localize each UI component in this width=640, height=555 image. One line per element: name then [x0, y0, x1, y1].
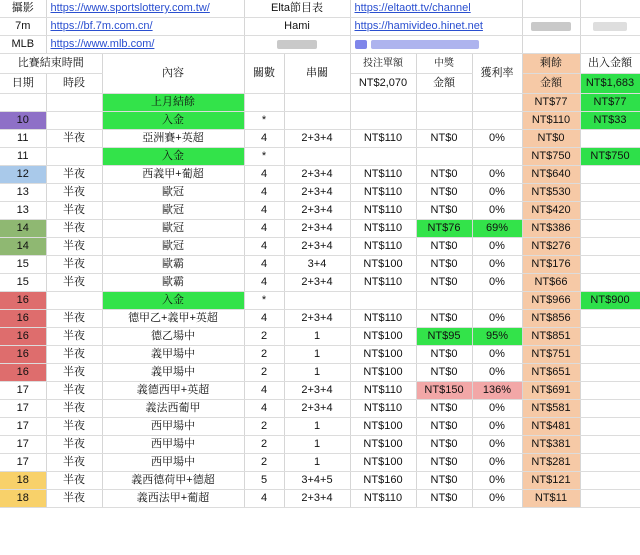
rate-cell[interactable]	[472, 112, 522, 130]
bet-amount-header: 投注單額	[350, 54, 416, 74]
games-cell[interactable]: 4	[244, 166, 284, 184]
bet-cell[interactable]: NT$110	[350, 274, 416, 292]
content-cell[interactable]: 義甲場中	[102, 364, 244, 382]
date-cell[interactable]: 18	[0, 490, 46, 508]
content-cell[interactable]: 入金	[102, 112, 244, 130]
combo-cell[interactable]: 2+3+4	[284, 166, 350, 184]
table-row	[0, 184, 640, 202]
rate-cell[interactable]: 0%	[472, 418, 522, 436]
remaining-cell[interactable]: NT$581	[522, 400, 580, 418]
inout-cell[interactable]	[580, 130, 640, 148]
label-cell: Elta節目表	[244, 0, 350, 18]
combo-header: 串關	[284, 54, 350, 94]
inout-cell[interactable]	[580, 184, 640, 202]
inout-cell[interactable]	[580, 436, 640, 454]
content-cell[interactable]: 義法西葡甲	[102, 400, 244, 418]
date-cell[interactable]: 15	[0, 256, 46, 274]
remaining-cell[interactable]: NT$481	[522, 418, 580, 436]
win-header: 中獎	[416, 54, 472, 74]
content-cell[interactable]: 德甲乙+義甲+英超	[102, 310, 244, 328]
bet-cell[interactable]: NT$100	[350, 418, 416, 436]
7m-link[interactable]: https://bf.7m.com.cn/	[50, 20, 153, 32]
games-cell[interactable]: *	[244, 148, 284, 166]
bet-cell[interactable]: NT$160	[350, 472, 416, 490]
inout-cell[interactable]	[580, 418, 640, 436]
games-cell[interactable]: 4	[244, 202, 284, 220]
period-cell[interactable]: 半夜	[46, 382, 102, 400]
date-cell[interactable]: 17	[0, 436, 46, 454]
table-row	[0, 202, 640, 220]
combo-cell[interactable]: 2+3+4	[284, 130, 350, 148]
content-cell[interactable]: 義西德荷甲+德超	[102, 472, 244, 490]
games-cell[interactable]: 2	[244, 454, 284, 472]
table-row	[0, 220, 640, 238]
date-cell[interactable]: 16	[0, 292, 46, 310]
win-cell[interactable]	[416, 292, 472, 310]
label-cell: MLB	[0, 36, 46, 54]
remaining-cell[interactable]: NT$640	[522, 166, 580, 184]
content-cell[interactable]: 義甲場中	[102, 346, 244, 364]
table-row	[0, 382, 640, 400]
games-cell[interactable]: 4	[244, 256, 284, 274]
remaining-cell[interactable]: NT$11	[522, 490, 580, 508]
games-cell[interactable]: 2	[244, 436, 284, 454]
table-row	[0, 310, 640, 328]
bet-cell[interactable]: NT$110	[350, 166, 416, 184]
win-cell[interactable]: NT$0	[416, 454, 472, 472]
period-cell[interactable]: 半夜	[46, 490, 102, 508]
combo-cell[interactable]: 1	[284, 346, 350, 364]
bet-cell[interactable]: NT$100	[350, 436, 416, 454]
games-cell[interactable]: 4	[244, 400, 284, 418]
rate-cell[interactable]: 0%	[472, 310, 522, 328]
date-cell[interactable]: 10	[0, 112, 46, 130]
content-cell[interactable]: 義西法甲+葡超	[102, 490, 244, 508]
date-cell[interactable]: 12	[0, 166, 46, 184]
table-row	[0, 418, 640, 436]
bet-cell[interactable]: NT$100	[350, 454, 416, 472]
table-row	[0, 400, 640, 418]
inout-cell[interactable]	[580, 346, 640, 364]
games-header: 關數	[244, 54, 284, 94]
inout-cell[interactable]	[580, 166, 640, 184]
date-cell[interactable]: 13	[0, 184, 46, 202]
remaining-cell[interactable]: NT$281	[522, 454, 580, 472]
bet-cell[interactable]: NT$110	[350, 400, 416, 418]
remaining-cell[interactable]: NT$691	[522, 382, 580, 400]
date-cell[interactable]: 18	[0, 472, 46, 490]
remaining-cell[interactable]: NT$856	[522, 310, 580, 328]
remaining-cell[interactable]: NT$386	[522, 220, 580, 238]
period-cell[interactable]: 半夜	[46, 256, 102, 274]
inout-cell[interactable]	[580, 472, 640, 490]
date-cell[interactable]: 11	[0, 148, 46, 166]
games-cell[interactable]: 5	[244, 472, 284, 490]
period-cell[interactable]: 半夜	[46, 400, 102, 418]
win-cell[interactable]: NT$150	[416, 382, 472, 400]
remaining-amount-header: 金額	[522, 74, 580, 94]
win-cell[interactable]: NT$0	[416, 274, 472, 292]
label-cell: Hami	[244, 18, 350, 36]
combo-cell[interactable]: 2+3+4	[284, 238, 350, 256]
remaining-cell[interactable]: NT$966	[522, 292, 580, 310]
period-cell[interactable]: 半夜	[46, 346, 102, 364]
redacted-block	[277, 40, 317, 49]
remaining-header: 剩餘	[522, 54, 580, 74]
combo-cell[interactable]	[284, 112, 350, 130]
period-cell[interactable]: 半夜	[46, 274, 102, 292]
games-cell[interactable]: 4	[244, 130, 284, 148]
rate-cell[interactable]: 0%	[472, 472, 522, 490]
date-cell[interactable]: 16	[0, 346, 46, 364]
win-cell[interactable]: NT$0	[416, 166, 472, 184]
games-cell[interactable]: 4	[244, 184, 284, 202]
inout-cell[interactable]	[580, 238, 640, 256]
date-cell[interactable]: 16	[0, 364, 46, 382]
bet-cell[interactable]: NT$110	[350, 382, 416, 400]
bet-cell[interactable]: NT$100	[350, 328, 416, 346]
content-cell[interactable]: 西甲場中	[102, 436, 244, 454]
date-cell[interactable]: 17	[0, 382, 46, 400]
win-amount-header: 金額	[416, 74, 472, 94]
inout-header: 出入金額	[580, 54, 640, 74]
period-cell[interactable]: 半夜	[46, 436, 102, 454]
rate-cell[interactable]: 0%	[472, 454, 522, 472]
rate-cell[interactable]: 0%	[472, 202, 522, 220]
table-row	[0, 328, 640, 346]
remaining-cell[interactable]: NT$0	[522, 130, 580, 148]
bet-amount-total: NT$2,070	[350, 74, 416, 94]
inout-cell[interactable]	[580, 400, 640, 418]
content-cell[interactable]: 歐霸	[102, 256, 244, 274]
win-cell[interactable]: NT$0	[416, 184, 472, 202]
date-cell[interactable]: 15	[0, 274, 46, 292]
info-row-2	[0, 18, 640, 36]
remaining-cell[interactable]: NT$750	[522, 148, 580, 166]
period-cell[interactable]	[46, 112, 102, 130]
bet-cell[interactable]: NT$110	[350, 202, 416, 220]
bet-cell[interactable]	[350, 112, 416, 130]
rate-cell[interactable]: 0%	[472, 346, 522, 364]
rate-cell[interactable]	[472, 148, 522, 166]
inout-cell[interactable]	[580, 274, 640, 292]
remaining-cell[interactable]: NT$651	[522, 364, 580, 382]
rate-cell[interactable]: 0%	[472, 400, 522, 418]
rate-cell[interactable]: 0%	[472, 364, 522, 382]
table-row	[0, 94, 640, 112]
table-row	[0, 166, 640, 184]
bet-cell[interactable]: NT$110	[350, 490, 416, 508]
period-cell[interactable]: 半夜	[46, 472, 102, 490]
date-cell[interactable]: 13	[0, 202, 46, 220]
table-row	[0, 130, 640, 148]
date-cell[interactable]: 14	[0, 220, 46, 238]
combo-cell[interactable]: 2+3+4	[284, 184, 350, 202]
win-cell[interactable]: NT$0	[416, 130, 472, 148]
header-row-1	[0, 54, 640, 74]
content-cell[interactable]: 歐冠	[102, 220, 244, 238]
match-end-time-header: 比賽結束時間	[0, 54, 102, 74]
remaining-cell[interactable]: NT$381	[522, 436, 580, 454]
date-cell[interactable]: 17	[0, 400, 46, 418]
rate-cell[interactable]: 69%	[472, 220, 522, 238]
rate-cell[interactable]	[472, 94, 522, 112]
win-cell[interactable]: NT$0	[416, 436, 472, 454]
combo-cell[interactable]: 2+3+4	[284, 400, 350, 418]
combo-cell[interactable]: 1	[284, 454, 350, 472]
table-row	[0, 472, 640, 490]
inout-cell[interactable]: NT$77	[580, 94, 640, 112]
date-header: 日期	[0, 74, 46, 94]
table-row	[0, 490, 640, 508]
games-cell[interactable]: 4	[244, 310, 284, 328]
period-cell[interactable]: 半夜	[46, 364, 102, 382]
content-cell[interactable]: 亞洲賽+英超	[102, 130, 244, 148]
label-cell: 攝影	[0, 0, 46, 18]
period-header: 時段	[46, 74, 102, 94]
rate-cell[interactable]: 0%	[472, 490, 522, 508]
games-cell[interactable]: 2	[244, 418, 284, 436]
combo-cell[interactable]: 1	[284, 418, 350, 436]
content-cell[interactable]: 入金	[102, 292, 244, 310]
redacted-block	[371, 40, 479, 49]
games-cell[interactable]: 4	[244, 382, 284, 400]
win-cell[interactable]: NT$0	[416, 400, 472, 418]
win-cell[interactable]: NT$76	[416, 220, 472, 238]
info-row-1	[0, 0, 640, 18]
rate-cell[interactable]: 0%	[472, 130, 522, 148]
combo-cell[interactable]: 2+3+4	[284, 310, 350, 328]
win-cell[interactable]: NT$0	[416, 238, 472, 256]
games-cell[interactable]: *	[244, 112, 284, 130]
content-cell[interactable]: 西甲場中	[102, 454, 244, 472]
period-cell[interactable]: 半夜	[46, 166, 102, 184]
content-cell[interactable]: 歐冠	[102, 238, 244, 256]
combo-cell[interactable]: 2+3+4	[284, 490, 350, 508]
combo-cell[interactable]	[284, 94, 350, 112]
games-cell[interactable]: 2	[244, 364, 284, 382]
table-row	[0, 238, 640, 256]
date-cell[interactable]: 14	[0, 238, 46, 256]
remaining-cell[interactable]: NT$751	[522, 346, 580, 364]
win-cell[interactable]: NT$0	[416, 256, 472, 274]
content-cell[interactable]: 入金	[102, 148, 244, 166]
games-cell[interactable]: 2	[244, 328, 284, 346]
period-cell[interactable]: 半夜	[46, 328, 102, 346]
content-cell[interactable]: 歐冠	[102, 202, 244, 220]
table-row	[0, 292, 640, 310]
period-cell[interactable]	[46, 292, 102, 310]
inout-cell[interactable]	[580, 490, 640, 508]
inout-cell[interactable]: NT$900	[580, 292, 640, 310]
date-cell[interactable]	[0, 94, 46, 112]
win-cell[interactable]	[416, 112, 472, 130]
games-cell[interactable]	[244, 94, 284, 112]
table-row	[0, 364, 640, 382]
inout-cell[interactable]	[580, 382, 640, 400]
content-cell[interactable]: 西甲場中	[102, 418, 244, 436]
period-cell[interactable]: 半夜	[46, 202, 102, 220]
period-cell[interactable]: 半夜	[46, 418, 102, 436]
bet-cell[interactable]	[350, 94, 416, 112]
remaining-cell[interactable]: NT$77	[522, 94, 580, 112]
date-cell[interactable]: 16	[0, 310, 46, 328]
date-cell[interactable]: 11	[0, 130, 46, 148]
bet-cell[interactable]: NT$110	[350, 310, 416, 328]
period-cell[interactable]: 半夜	[46, 310, 102, 328]
remaining-cell[interactable]: NT$176	[522, 256, 580, 274]
table-row	[0, 148, 640, 166]
period-cell[interactable]: 半夜	[46, 220, 102, 238]
bet-cell[interactable]: NT$100	[350, 364, 416, 382]
redacted-block	[355, 40, 367, 49]
bet-rows	[0, 94, 640, 508]
games-cell[interactable]: *	[244, 292, 284, 310]
bet-cell[interactable]: NT$100	[350, 256, 416, 274]
eltaott-link[interactable]: https://eltaott.tv/channel	[354, 2, 471, 14]
win-cell[interactable]	[416, 148, 472, 166]
games-cell[interactable]: 4	[244, 274, 284, 292]
table-row	[0, 346, 640, 364]
bet-cell[interactable]: NT$110	[350, 238, 416, 256]
win-cell[interactable]: NT$0	[416, 364, 472, 382]
combo-cell[interactable]	[284, 292, 350, 310]
table-row	[0, 256, 640, 274]
inout-cell[interactable]	[580, 256, 640, 274]
combo-cell[interactable]: 3+4+5	[284, 472, 350, 490]
win-cell[interactable]: NT$0	[416, 346, 472, 364]
period-cell[interactable]	[46, 148, 102, 166]
combo-cell[interactable]: 2+3+4	[284, 274, 350, 292]
remaining-cell[interactable]: NT$851	[522, 328, 580, 346]
table-row	[0, 274, 640, 292]
redacted-block	[531, 22, 571, 31]
bet-cell[interactable]: NT$110	[350, 130, 416, 148]
period-cell[interactable]: 半夜	[46, 130, 102, 148]
rate-cell[interactable]: 0%	[472, 166, 522, 184]
combo-cell[interactable]: 2+3+4	[284, 382, 350, 400]
mlb-link[interactable]: https://www.mlb.com/	[50, 38, 155, 50]
rate-cell[interactable]: 0%	[472, 238, 522, 256]
combo-cell[interactable]: 1	[284, 364, 350, 382]
inout-cell[interactable]	[580, 220, 640, 238]
games-cell[interactable]: 4	[244, 238, 284, 256]
inout-cell[interactable]	[580, 454, 640, 472]
info-row-3	[0, 36, 640, 54]
bet-cell[interactable]: NT$100	[350, 346, 416, 364]
inout-total: NT$1,683	[580, 74, 640, 94]
rate-cell[interactable]: 0%	[472, 184, 522, 202]
redacted-block	[593, 22, 627, 31]
period-cell[interactable]	[46, 94, 102, 112]
period-cell[interactable]: 半夜	[46, 238, 102, 256]
inout-cell[interactable]: NT$33	[580, 112, 640, 130]
inout-cell[interactable]: NT$750	[580, 148, 640, 166]
inout-cell[interactable]	[580, 310, 640, 328]
period-cell[interactable]: 半夜	[46, 454, 102, 472]
content-cell[interactable]: 西義甲+葡超	[102, 166, 244, 184]
remaining-cell[interactable]: NT$121	[522, 472, 580, 490]
rate-cell[interactable]: 95%	[472, 328, 522, 346]
bet-cell[interactable]	[350, 292, 416, 310]
inout-cell[interactable]	[580, 364, 640, 382]
win-cell[interactable]: NT$0	[416, 490, 472, 508]
win-cell[interactable]: NT$0	[416, 472, 472, 490]
content-header: 內容	[102, 54, 244, 94]
rate-cell[interactable]: 0%	[472, 274, 522, 292]
win-cell[interactable]: NT$0	[416, 310, 472, 328]
combo-cell[interactable]: 2+3+4	[284, 220, 350, 238]
rate-cell[interactable]: 136%	[472, 382, 522, 400]
win-cell[interactable]: NT$95	[416, 328, 472, 346]
rate-cell[interactable]: 0%	[472, 256, 522, 274]
content-cell[interactable]: 歐霸	[102, 274, 244, 292]
remaining-cell[interactable]: NT$110	[522, 112, 580, 130]
content-cell[interactable]: 德乙場中	[102, 328, 244, 346]
content-cell[interactable]: 義德西甲+英超	[102, 382, 244, 400]
bet-cell[interactable]: NT$110	[350, 220, 416, 238]
content-cell[interactable]: 上月結餘	[102, 94, 244, 112]
games-cell[interactable]: 4	[244, 220, 284, 238]
date-cell[interactable]: 17	[0, 454, 46, 472]
combo-cell[interactable]: 1	[284, 436, 350, 454]
return-rate-header: 獲利率	[472, 54, 522, 94]
sportslottery-link[interactable]: https://www.sportslottery.com.tw/	[50, 2, 210, 14]
combo-cell[interactable]: 2+3+4	[284, 202, 350, 220]
date-cell[interactable]: 16	[0, 328, 46, 346]
win-cell[interactable]: NT$0	[416, 202, 472, 220]
combo-cell[interactable]: 3+4	[284, 256, 350, 274]
games-cell[interactable]: 2	[244, 346, 284, 364]
remaining-cell[interactable]: NT$66	[522, 274, 580, 292]
rate-cell[interactable]	[472, 292, 522, 310]
win-cell[interactable]	[416, 94, 472, 112]
hamivideo-link[interactable]: https://hamivideo.hinet.net	[354, 20, 483, 32]
rate-cell[interactable]: 0%	[472, 436, 522, 454]
inout-cell[interactable]	[580, 202, 640, 220]
table-row	[0, 454, 640, 472]
bet-cell[interactable]	[350, 148, 416, 166]
bet-cell[interactable]: NT$110	[350, 184, 416, 202]
table-row	[0, 436, 640, 454]
table-row	[0, 112, 640, 130]
date-cell[interactable]: 17	[0, 418, 46, 436]
period-cell[interactable]: 半夜	[46, 184, 102, 202]
combo-cell[interactable]: 1	[284, 328, 350, 346]
combo-cell[interactable]	[284, 148, 350, 166]
inout-cell[interactable]	[580, 328, 640, 346]
label-cell: 7m	[0, 18, 46, 36]
remaining-cell[interactable]: NT$530	[522, 184, 580, 202]
win-cell[interactable]: NT$0	[416, 418, 472, 436]
remaining-cell[interactable]: NT$420	[522, 202, 580, 220]
games-cell[interactable]: 4	[244, 490, 284, 508]
content-cell[interactable]: 歐冠	[102, 184, 244, 202]
remaining-cell[interactable]: NT$276	[522, 238, 580, 256]
